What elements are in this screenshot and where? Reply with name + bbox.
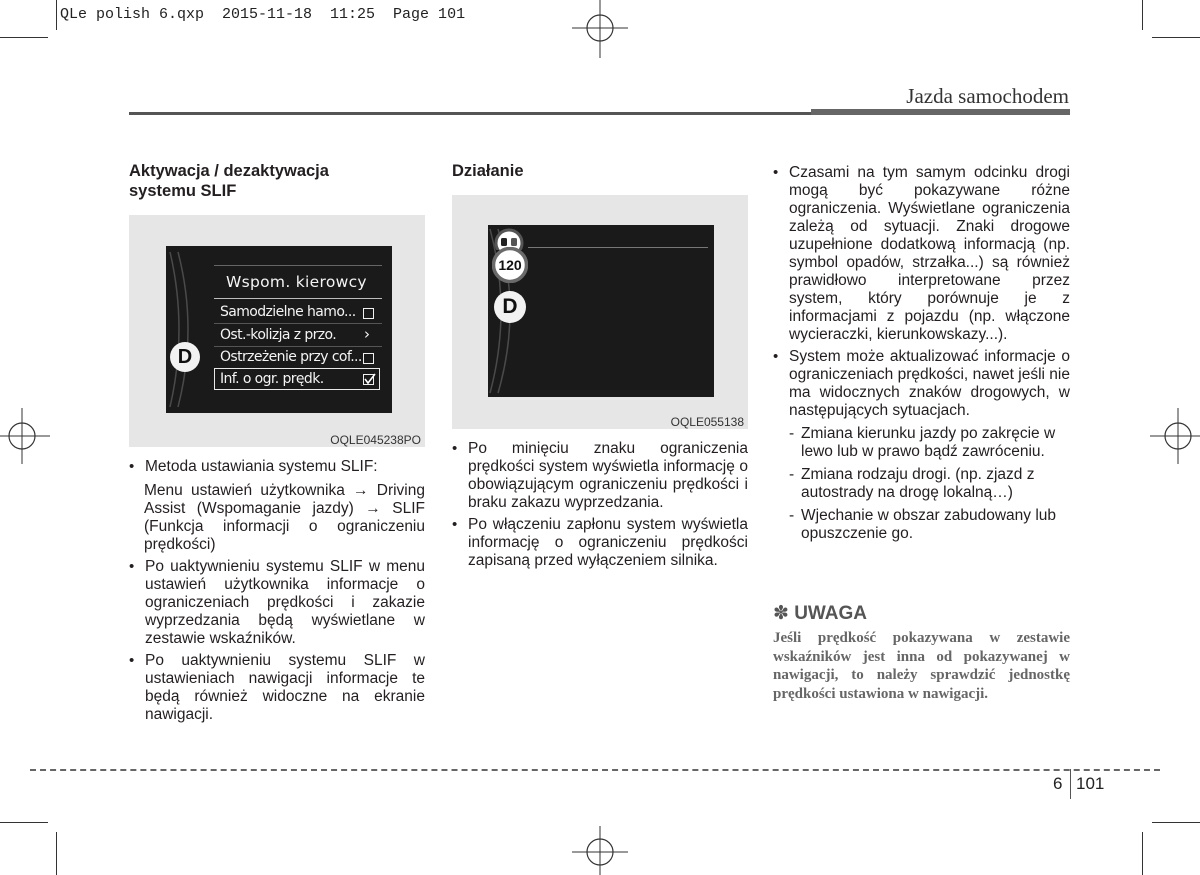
crop-mark bbox=[0, 822, 48, 823]
footer-divider bbox=[1070, 769, 1071, 799]
chapter-title: Jazda samochodem bbox=[906, 84, 1069, 108]
col3-body bbox=[773, 164, 1070, 543]
paragraph: Menu ustawień użytkownika → Driving Assist (Wspomaganie jazdy) → SLIF (Funkcja informacji o ograniczeniu prędkości) bbox=[144, 482, 425, 553]
section-heading: Działanie bbox=[452, 162, 524, 180]
bullet-item: • System może aktualizować informacje o ograniczeniach prędkości, nawet jeśli nie ma widocznych znaków drogowych, w następujących sytuacjach. bbox=[773, 348, 1070, 420]
section-heading: Aktywacja / dezaktywacja systemu SLIF bbox=[129, 162, 329, 200]
header-rule-accent bbox=[811, 109, 1070, 115]
check-icon bbox=[363, 372, 377, 386]
gear-indicator: D bbox=[494, 291, 526, 323]
dash-item: - Zmiana rodzaju drogi. (np. zjazd z autostrady na drogę lokalną…) bbox=[789, 466, 1070, 502]
registration-mark-icon bbox=[572, 826, 628, 875]
slug-line: QLe polish 6.qxp 2015-11-18 11:25 Page 101 bbox=[60, 6, 466, 23]
bullet-item: • Po minięciu znaku ograniczenia prędkości system wyświetla informację o obowiązującym ograniczeniu prędkości i braku zakazu wyprzedzania. bbox=[452, 440, 748, 512]
uwaga-title: UWAGA bbox=[794, 603, 868, 624]
registration-mark-icon bbox=[0, 408, 50, 464]
divider bbox=[214, 323, 382, 324]
registration-mark-icon bbox=[572, 0, 628, 60]
crop-mark bbox=[1152, 822, 1200, 823]
crop-mark bbox=[1142, 0, 1143, 30]
bullet-item: • Po uaktywnieniu systemu SLIF w ustawieniach nawigacji informacje te będą również widoczne na ekranie nawigacji. bbox=[129, 652, 425, 724]
menu-item-label: Ostrzeżenie przy cof... bbox=[220, 349, 362, 365]
divider bbox=[214, 265, 382, 266]
divider bbox=[528, 247, 708, 248]
divider bbox=[214, 298, 382, 299]
bullet-item: • Po uaktywnieniu systemu SLIF w menu ustawień użytkownika informacje o ograniczeniach prędkości i zakazie wyprzedzania będą wyświetlane w zestawie wskaźników. bbox=[129, 558, 425, 648]
bullet-item: • Czasami na tym samym odcinku drogi mogą być pokazywane różne ograniczenia. Wyświetlane ograniczenia zależą od sytuacji. Znaki drogowe uzupełnione dodatkową informacją (np. symbol opadów, strzałka...) są również prawidłowo interpretowane przez system, który porównuje je z informacjami z pojazdu (np. włączone wycieraczki, kierunkowskazy...). bbox=[773, 164, 1070, 344]
menu-item-label: Inf. o ogr. prędk. bbox=[220, 371, 324, 387]
crop-mark bbox=[1142, 832, 1143, 875]
crop-mark bbox=[56, 832, 57, 875]
cluster-display bbox=[166, 246, 392, 413]
chapter-number: 6 bbox=[1053, 774, 1063, 793]
registration-mark-icon bbox=[1150, 408, 1200, 464]
bullet-item: • Metoda ustawiania systemu SLIF: bbox=[129, 458, 425, 476]
figure-caption: OQLE045238PO bbox=[330, 433, 421, 447]
asterisk-icon: ✽ bbox=[773, 603, 789, 624]
bullet-item: • Po włączeniu zapłonu system wyświetla informację o ograniczeniu prędkości zapisaną przed wyłączeniem silnika. bbox=[452, 516, 748, 570]
gear-indicator: D bbox=[170, 342, 200, 372]
col2-body bbox=[452, 440, 748, 570]
figure-caption: OQLE055138 bbox=[670, 415, 744, 429]
dash-item: - Zmiana kierunku jazdy po zakręcie w lewo lub w prawo bądź zawróceniu. bbox=[789, 425, 1070, 461]
menu-item-label: Samodzielne hamo... bbox=[220, 304, 356, 320]
divider bbox=[214, 346, 382, 347]
menu-item-label: Ost.-kolizja z przo. bbox=[220, 327, 337, 343]
uwaga-text: Jeśli prędkość pokazywana w zestawie wskaźników jest inna od pokazywanej w nawigacji, to należy sprawdzić jednostkę prędkości ustawiona w nawigacji. bbox=[773, 630, 1070, 702]
checkbox-icon bbox=[363, 308, 374, 319]
dash-item: - Wjechanie w obszar zabudowany lub opuszczenie go. bbox=[789, 507, 1070, 543]
figure-cluster-sign bbox=[452, 195, 748, 429]
cluster-display bbox=[488, 225, 714, 397]
col1-body bbox=[129, 458, 425, 724]
page-number: 101 bbox=[1076, 774, 1105, 793]
checkbox-icon bbox=[363, 353, 374, 364]
display-title: Wspom. kierowcy bbox=[226, 273, 367, 291]
chevron-right-icon: › bbox=[364, 325, 370, 343]
uwaga-heading bbox=[773, 602, 867, 625]
crop-mark bbox=[56, 0, 57, 30]
figure-cluster-menu bbox=[129, 215, 425, 447]
crop-mark bbox=[0, 37, 48, 38]
speed-limit-value: 120 bbox=[498, 257, 522, 273]
footer-rule bbox=[30, 769, 1160, 771]
crop-mark bbox=[1152, 37, 1200, 38]
